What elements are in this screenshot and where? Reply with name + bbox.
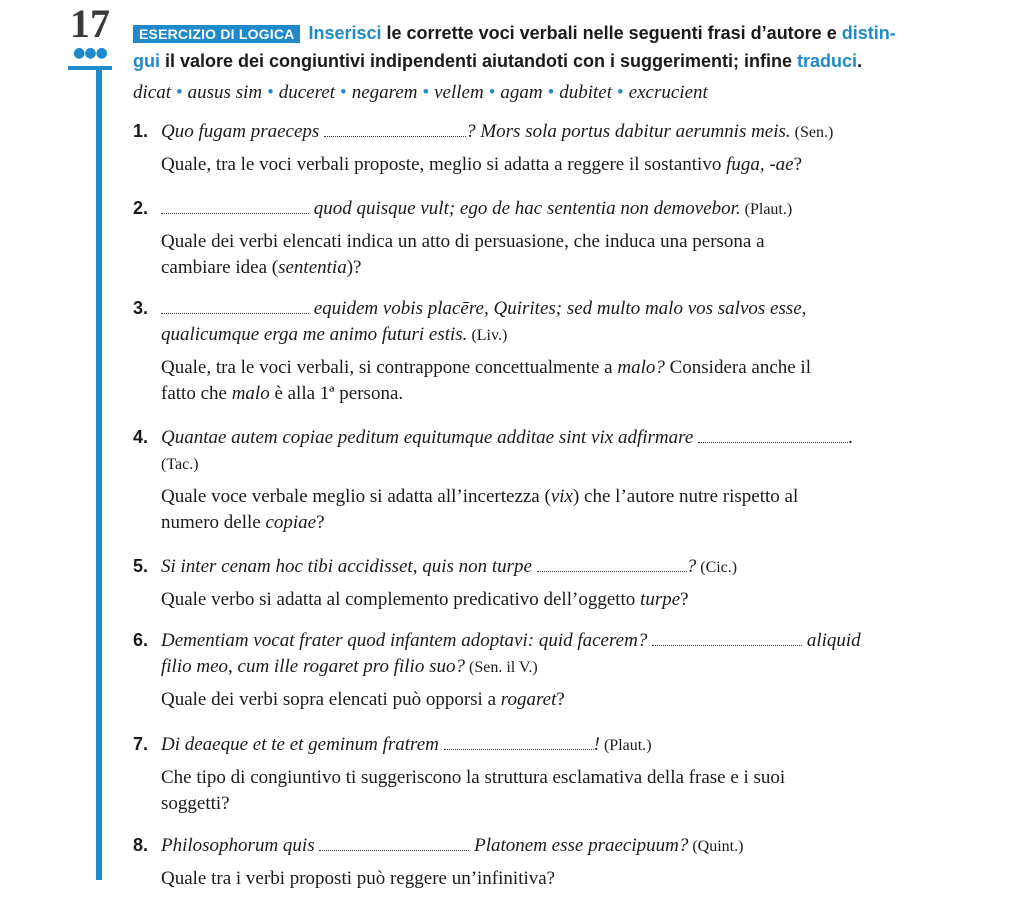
answer-blank[interactable] <box>324 120 466 137</box>
verb: vellem <box>434 82 484 103</box>
hint: Quale verbo si adatta al complemento predicativo dell’oggetto turpe? <box>161 589 689 610</box>
item-number: 5. <box>133 556 149 576</box>
source: (Plaut.) <box>740 201 793 218</box>
sentence-cont: Platonem esse praecipuum? <box>469 835 689 856</box>
instr-dot: . <box>857 51 863 71</box>
margin-bar <box>96 66 102 880</box>
verb-list: dicat • ausus sim • duceret • negarem • vellem • agam • dubitet • excrucient <box>133 82 708 103</box>
exercise-item-7 <box>133 731 963 817</box>
period: . <box>848 427 853 448</box>
instr-text-2: il valore dei congiuntivi indipendenti aiutandoti con i suggerimenti; infine <box>160 51 798 71</box>
exercise-item-5 <box>133 553 963 613</box>
verb: negarem <box>351 82 418 103</box>
hint-cont: cambiare idea (sententia)? <box>161 257 362 278</box>
item-number: 6. <box>133 630 149 650</box>
hint-cont: numero delle copiae? <box>161 512 325 533</box>
answer-blank[interactable] <box>698 426 848 443</box>
exercise-item-2 <box>133 195 963 281</box>
hint: Quale tra i verbi proposti può reggere un’infinitiva? <box>161 868 556 889</box>
sentence: Di deaeque et te et geminum fratrem <box>161 734 444 755</box>
exercise-item-1 <box>133 118 963 178</box>
sentence-cont: ? Mors sola portus dabitur aerumnis meis. <box>466 121 791 142</box>
source: (Sen.) <box>790 124 834 141</box>
item-number: 4. <box>133 427 149 447</box>
sentence: Si inter cenam hoc tibi accidisset, quis non turpe <box>161 556 537 577</box>
item-number: 3. <box>133 298 149 318</box>
source: (Cic.) <box>696 559 738 576</box>
instr-gui: gui <box>133 51 160 71</box>
answer-blank[interactable] <box>161 197 309 214</box>
hint: Quale dei verbi sopra elencati può opporsi a rogaret? <box>161 689 565 710</box>
divider <box>68 66 112 70</box>
exercise-number: 17 <box>70 1 110 46</box>
instr-distin: distin- <box>841 23 896 43</box>
exercise-item-8 <box>133 832 963 892</box>
source: (Plaut.) <box>599 737 652 754</box>
verb: duceret <box>278 82 336 103</box>
exercise-badge: ESERCIZIO DI LOGICA <box>133 25 300 43</box>
hint-cont: soggetti? <box>161 793 230 814</box>
answer-blank[interactable] <box>652 629 802 646</box>
sentence-cont: ? <box>686 556 697 577</box>
sentence: Philosophorum quis <box>161 835 320 856</box>
item-number: 7. <box>133 734 149 754</box>
sentence-cont: ! <box>593 734 600 755</box>
item-number: 2. <box>133 198 149 218</box>
hint: Quale, tra le voci verbali, si contrappone concettualmente a malo? Considera anche il <box>161 357 811 378</box>
exercise-item-4 <box>133 424 963 536</box>
difficulty-dots-icon: ●●● <box>73 45 107 61</box>
hint: Quale dei verbi elencati indica un atto di persuasione, che induca una persona a <box>161 231 765 252</box>
instr-traduci: traduci <box>797 51 858 71</box>
exercise-item-6 <box>133 627 963 713</box>
answer-blank[interactable] <box>537 555 687 572</box>
instructions <box>133 20 993 75</box>
sentence: quod quisque vult; ego de hac sententia non demovebor. <box>309 198 741 219</box>
sentence: Dementiam vocat frater quod infantem adoptavi: quid facerem? <box>161 630 653 651</box>
sentence-cont: qualicumque erga me animo futuri estis. (Liv.) <box>161 324 508 345</box>
source: (Quint.) <box>688 838 744 855</box>
verb: dubitet <box>559 82 613 103</box>
instr-inserisci: Inserisci <box>308 23 382 43</box>
sentence: equidem vobis placēre, Quirites; sed multo malo vos salvos esse, <box>309 298 807 319</box>
sentence-cont-2: filio meo, cum ille rogaret pro filio suo? (Sen. il V.) <box>161 656 538 677</box>
answer-blank[interactable] <box>319 834 469 851</box>
hint-cont: fatto che malo è alla 1ª persona. <box>161 383 404 404</box>
sentence: Quantae autem copiae peditum equitumque additae sint vix adfirmare <box>161 427 699 448</box>
source: (Tac.) <box>161 456 199 473</box>
verb: dicat <box>133 82 171 103</box>
verb: agam <box>500 82 543 103</box>
answer-blank[interactable] <box>444 733 594 750</box>
answer-blank[interactable] <box>161 297 309 314</box>
verb: ausus sim <box>187 82 263 103</box>
exercise-item-3 <box>133 295 963 407</box>
hint: Che tipo di congiuntivo ti suggeriscono la struttura esclamativa della frase e i suoi <box>161 767 786 788</box>
verb: excrucient <box>628 82 708 103</box>
hint: Quale voce verbale meglio si adatta all’incertezza (vix) che l’autore nutre rispetto al <box>161 486 799 507</box>
item-number: 8. <box>133 835 149 855</box>
item-number: 1. <box>133 121 149 141</box>
sentence: Quo fugam praeceps <box>161 121 325 142</box>
instr-text: le corrette voci verbali nelle seguenti frasi d’autore e <box>381 23 842 43</box>
hint: Quale, tra le voci verbali proposte, meglio si adatta a reggere il sostantivo fuga, -ae? <box>161 154 803 175</box>
sentence-cont: aliquid <box>802 630 861 651</box>
